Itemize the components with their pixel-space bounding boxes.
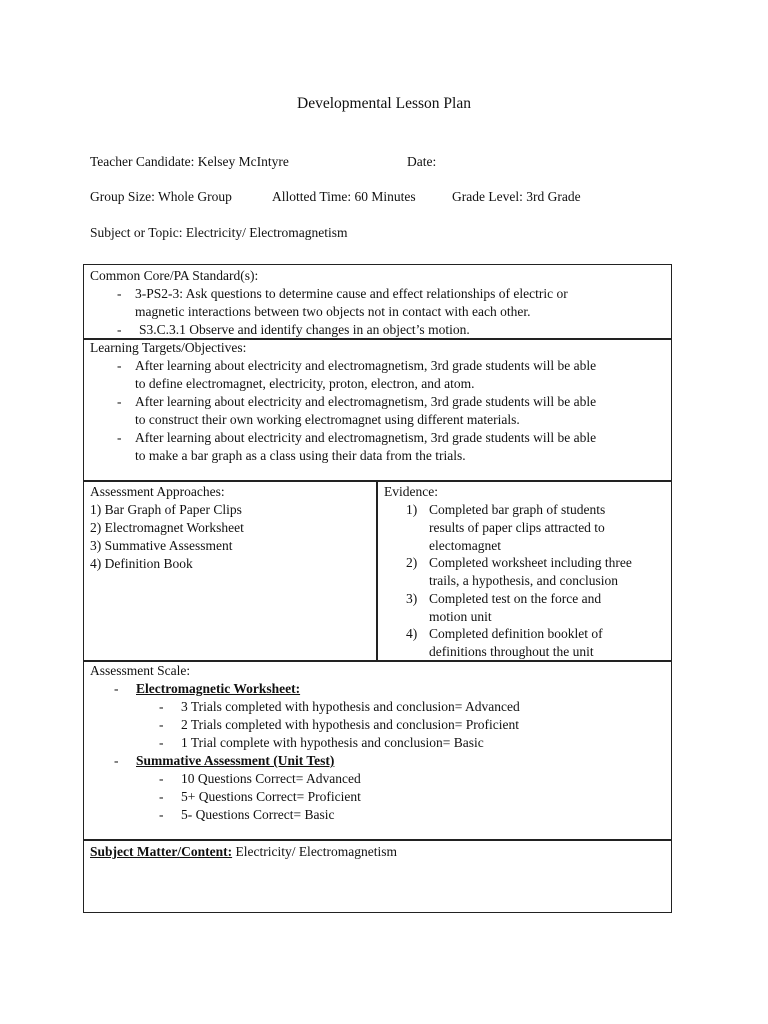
evidence-line: definitions throughout the unit [429, 644, 594, 659]
evidence-line: electomagnet [429, 538, 501, 553]
objective-item: After learning about electricity and electromagnetism, 3rd grade students will be able [135, 358, 597, 373]
bullet: - [117, 358, 122, 373]
objectives-heading: Learning Targets/Objectives: [90, 340, 247, 355]
bullet: - [117, 286, 122, 301]
test-item: 5+ Questions Correct= Proficient [181, 789, 361, 804]
teacher-candidate: Teacher Candidate: Kelsey McIntyre [90, 154, 289, 169]
assessment-item: 4) Definition Book [90, 556, 193, 571]
table-divider [376, 480, 378, 661]
standard-item: magnetic interactions between two objects not in contact with each other. [135, 304, 531, 319]
evidence-line: motion unit [429, 609, 492, 624]
content-label: Subject Matter/Content: [90, 844, 233, 859]
scale-heading: Assessment Scale: [90, 663, 191, 678]
content-value: Electricity/ Electromagnetism [235, 844, 398, 859]
document-title: Developmental Lesson Plan [297, 95, 471, 112]
assessment-item: 2) Electromagnet Worksheet [90, 520, 244, 535]
evidence-line: results of paper clips attracted to [429, 520, 605, 535]
allotted-time: Allotted Time: 60 Minutes [272, 189, 416, 204]
date-label: Date: [407, 154, 437, 169]
standard-item: 3-PS2-3: Ask questions to determine cause and effect relationships of electric or [135, 286, 568, 301]
test-item: 10 Questions Correct= Advanced [181, 771, 361, 786]
evidence-number: 2) [406, 555, 418, 570]
assessment-heading: Assessment Approaches: [90, 484, 225, 499]
content-row [90, 843, 397, 861]
subject-topic: Subject or Topic: Electricity/ Electromagnetism [90, 225, 348, 240]
bullet: - [159, 735, 164, 750]
bullet: - [159, 699, 164, 714]
bullet: - [159, 717, 164, 732]
test-item: 5- Questions Correct= Basic [181, 807, 335, 822]
test-title: Summative Assessment (Unit Test) [136, 753, 335, 768]
evidence-line: trails, a hypothesis, and conclusion [429, 573, 618, 588]
objective-item: to define electromagnet, electricity, proton, electron, and atom. [135, 376, 475, 391]
objective-item: After learning about electricity and electromagnetism, 3rd grade students will be able [135, 394, 597, 409]
bullet: - [159, 807, 164, 822]
assessment-item: 3) Summative Assessment [90, 538, 233, 553]
worksheet-title: Electromagnetic Worksheet: [136, 681, 301, 696]
evidence-heading: Evidence: [384, 484, 438, 499]
bullet: - [117, 430, 122, 445]
bullet: - [159, 789, 164, 804]
group-size: Group Size: Whole Group [90, 189, 232, 204]
worksheet-item: 2 Trials completed with hypothesis and conclusion= Proficient [181, 717, 519, 732]
grade-level: Grade Level: 3rd Grade [452, 189, 581, 204]
worksheet-item: 1 Trial complete with hypothesis and conclusion= Basic [181, 735, 484, 750]
assessment-item: 1) Bar Graph of Paper Clips [90, 502, 242, 517]
evidence-line: Completed bar graph of students [429, 502, 606, 517]
bullet: - [117, 322, 122, 337]
evidence-number: 3) [406, 591, 418, 606]
objective-item: to construct their own working electromagnet using different materials. [135, 412, 520, 427]
bullet: - [114, 681, 119, 696]
table-divider [83, 480, 672, 482]
table-divider [83, 839, 672, 841]
objective-item: to make a bar graph as a class using their data from the trials. [135, 448, 466, 463]
worksheet-item: 3 Trials completed with hypothesis and conclusion= Advanced [181, 699, 520, 714]
evidence-line: Completed test on the force and [429, 591, 602, 606]
evidence-number: 4) [406, 626, 418, 641]
objective-item: After learning about electricity and electromagnetism, 3rd grade students will be able [135, 430, 597, 445]
bullet: - [114, 753, 119, 768]
evidence-line: Completed worksheet including three [429, 555, 632, 570]
bullet: - [159, 771, 164, 786]
evidence-number: 1) [406, 502, 418, 517]
standards-heading: Common Core/PA Standard(s): [90, 268, 259, 283]
evidence-line: Completed definition booklet of [429, 626, 603, 641]
standard-item: S3.C.3.1 Observe and identify changes in an object’s motion. [139, 322, 470, 337]
bullet: - [117, 394, 122, 409]
